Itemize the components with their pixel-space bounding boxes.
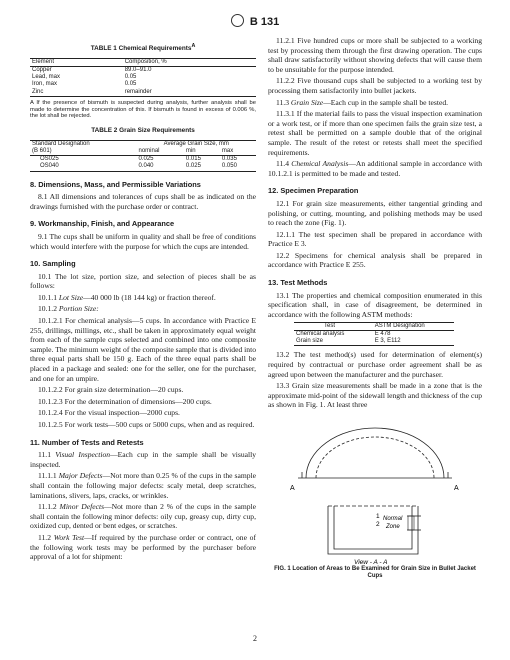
zone-1-label: 1 [376,513,380,520]
cup-outer-arc [306,428,444,478]
table-row: OS040 0.040 0.025 0.050 [30,163,256,171]
paragraph: 10.1.2.5 For work tests—500 cups or 5000 cups, when and as required. [38,420,255,429]
figure-1 [268,416,482,566]
table-row: Copper 89.0–91.0 [32,66,152,73]
paragraph: 10.1 The lot size, portion size, and selection of pieces shall be as follows: [30,271,256,291]
section-heading: 10. Sampling [30,259,76,269]
paragraph: 10.1.2.1 For chemical analysis—5 cups. In accordance with Practice E 255, drillings, millings, etc., shall be taken in approximately equal weight from each of the sample cups selected and combined into one composite sample. The minimum weight of the composite sample that is divided into three equal parts shall be 150 g. Each of the three equal parts shall be placed in a package and sealed: one for the seller, one for the purchaser, and one for an umpire. [30,316,256,383]
section-heading: 8. Dimensions, Mass, and Permissible Variations [30,179,201,189]
zone-text-normal: Normal [383,516,403,522]
paragraph: 11.2.1 Five hundred cups or more shall be subjected to a working test by processing them through the first drawing operation. The cups shall draw satisfactorily without showing defects that will cause them to be unsuitable for the purpose intended. [268,36,482,74]
table1-header: Element [32,58,55,65]
normal-zone-box [408,516,414,530]
section-label-right: A [454,485,459,492]
standard-designation: B 131 [249,16,280,28]
paragraph: 12.1 For grain size measurements, either tangential grinding and polishing, or cutting, mounting, and polishing methods may be used to reach the zone (Fig. 1). [268,198,482,228]
paragraph: 13.3 Grain size measurements shall be made in a zone that is the approximate mid-point of the sidewall length and thickness of the cup as shown in Fig. 1. At least three [268,381,482,410]
table1-footnote: A If the presence of bismuth is suspected during analysis, further analysis shall be made to determine the concentration of this. If bismuth is found in excess of 0.006 %, the lot shall be rejected. [30,99,256,120]
paragraph: 13.1 The properties and chemical composition enumerated in this specification shall, in case of disagreement, be determined in accordance with the following ASTM methods: [268,290,482,319]
section-heading: 11. Number of Tests and Retests [30,437,144,447]
paragraph: 11.2.2 Five thousand cups shall be subjected to a working test by processing them satisfactorily into bullet jackets. [268,76,482,95]
table-row: Zinc remainder [30,89,256,97]
paragraph: 11.3.1 If the material fails to pass the visual inspection examination or a work test, or if more than one specimen fails the grain size test, a retest shall be permitted on a sample double that of the original sample. The result of the retest or retests shall meet the specified requirements. [268,109,482,157]
astm-logo-icon [231,14,244,27]
page-header [0,14,510,28]
table-row: Chemical analysis E 478 [296,331,391,338]
section-heading: 9. Workmanship, Finish, and Appearance [30,219,175,229]
table1 [30,58,256,97]
table-row: Iron, max 0.05 [32,81,137,88]
section-heading: 12. Specimen Preparation [268,186,359,196]
paragraph: 12.2 Specimens for chemical analysis shall be prepared in accordance with Practice E 255. [268,250,482,270]
paragraph: 11.2 Work Test—If required by the purchase order or contract, one of the following work tests may be performed by the purchaser before approval of a lot for shipment: [30,532,256,562]
zone-text-zone: Zone [386,524,400,530]
test-methods-table: Test ASTM Designation Chemical analysis E 478 Grain size E 3, E112 [294,322,454,346]
section-label-left: A [290,485,295,492]
paragraph: 10.1.2.4 For the visual inspection—2000 cups. [38,408,180,418]
paragraph: 10.1.2.3 For the determination of dimensions—200 cups. [38,396,212,406]
left-column [30,36,256,564]
paragraph: 11.4 Chemical Analysis—An additional sample in accordance with 10.1.2.1 is permitted to be made and tested. [268,159,482,178]
paragraph: 10.1.2 Portion Size: [38,304,99,314]
table-row: Lead, max 0.05 [32,74,137,81]
table-row: OS025 0.025 0.015 0.035 [40,156,237,163]
bullet-cup-diagram [268,416,482,566]
table1-caption: TABLE 1 Chemical Requirements$^A$ [90,43,196,53]
section-heading: 13. Test Methods [268,278,328,288]
table2-caption: TABLE 2 Grain Size Requirements [91,127,195,135]
zone-2-label: 2 [376,521,380,528]
right-column [268,36,482,580]
cup-inner-arc [316,437,434,478]
paragraph: 10.1.2.2 For grain size determination—20 cups. [38,385,184,395]
table1-header: Composition, % [124,58,167,65]
table-row: Grain size E 3, E112 [294,338,454,346]
paragraph: 13.2 The test method(s) used for determination of element(s) required by contractual or purchase order agreement shall be as agreed upon between the manufacturer and the purchaser. [268,350,482,379]
figure-caption: FIG. 1 Location of Areas to Be Examined for Grain Size in Bullet Jacket Cups [274,566,476,579]
paragraph: 10.1.1 Lot Size—40 000 lb (18 144 kg) or fraction thereof. [38,292,216,302]
table2: Standard Designation Average Grain Size, mm (B 601) nominal min max OS025 0.025 0.015 0.035 OS040 0.040 0.025 0.050 [30,140,256,172]
paragraph: 12.1.1 The test specimen shall be prepared in accordance with Practice E 3. [268,229,482,249]
page-number: 2 [253,634,257,643]
paragraph: 11.1.2 Minor Defects—Not more than 2 % of the cups in the sample shall contain the following minor defects: oily cup, greasy cup, dirty cup, oxidized cup, dented or bent edges, or scratches. [30,502,257,531]
paragraph: 11.1.1 Major Defects—Not more than 0.25 % of the cups in the sample shall contain the following major defects: scaly metal, deep scratches, laminations, slivers, laps, cracks, or wrinkles. [30,471,257,500]
paragraph: 8.1 All dimensions and tolerances of cups shall be as indicated on the drawings furnished with the purchase order or contract. [30,192,256,211]
paragraph: 11.1 Visual Inspection—Each cup in the sample shall be visually inspected. [30,450,257,469]
view-label: View - A - A [354,559,388,566]
paragraph: 9.1 The cups shall be uniform in quality and shall be free of conditions which would interfere with the purpose for which the cups are intended. [30,231,256,251]
paragraph: 11.3 Grain Size—Each cup in the sample shall be tested. [276,97,449,107]
cup-side-view [328,506,418,554]
